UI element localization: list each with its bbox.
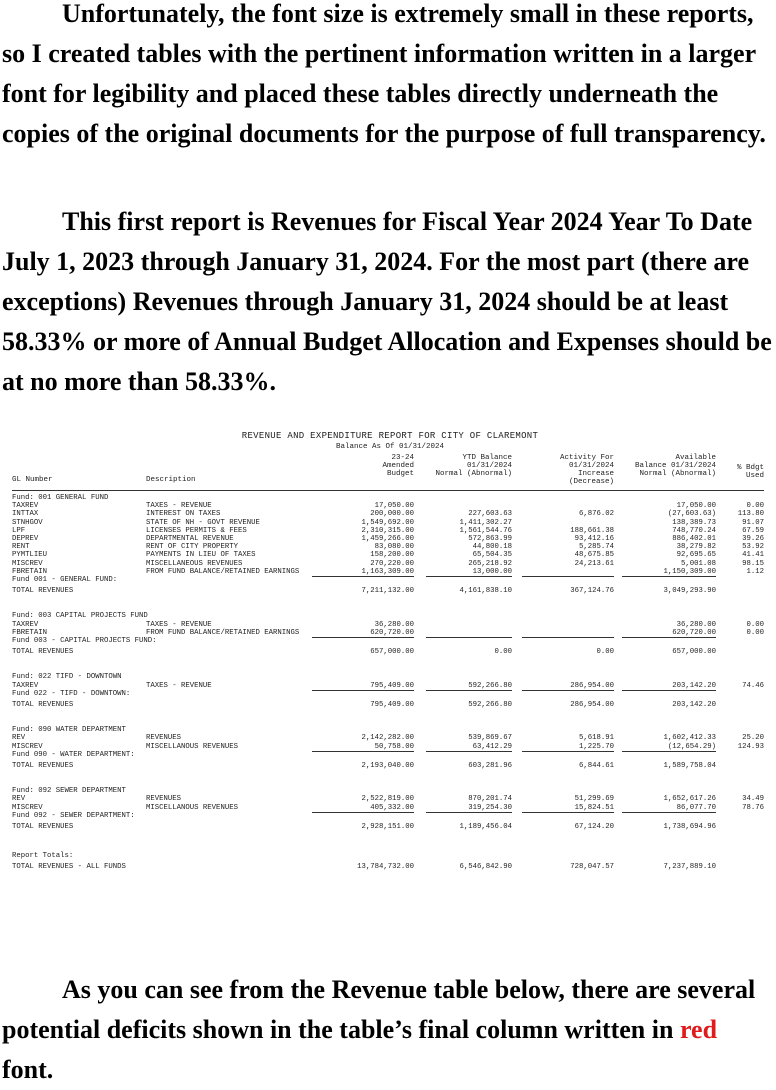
available-value: 5,001.08: [680, 559, 716, 568]
fund-subtotal-label: Fund 092 - SEWER DEPARTMENT:: [12, 811, 135, 820]
revenue-report-scan: [12, 428, 768, 908]
fiscal-year-paragraph: [2, 202, 774, 402]
pct-used-value: 41.41: [742, 551, 764, 560]
header-description: Description: [146, 476, 196, 484]
total-revenues-label: TOTAL REVENUES: [12, 823, 74, 831]
deficit-paragraph: [2, 970, 774, 1090]
activity-value: 15,824.51: [574, 803, 614, 812]
activity-value: 24,213.61: [574, 559, 614, 568]
report-totals-label: Report Totals:: [12, 852, 74, 861]
total-activity: 286,954.00: [570, 701, 614, 709]
total-ytd: 603,281.96: [468, 762, 512, 770]
total-revenues-label: TOTAL REVENUES: [12, 587, 74, 596]
available-value: 92,695.65: [676, 551, 716, 560]
fund-subtotal-label: Fund 003 - CAPITAL PROJECTS FUND:: [12, 637, 157, 645]
ytd-value: 265,218.92: [468, 559, 512, 568]
row-description: TAXES - REVENUE: [146, 620, 212, 629]
pct-used-value: 1.12: [746, 567, 764, 576]
budget-value: 50,758.00: [374, 742, 414, 751]
report-subtitle: Balance As Of 01/31/2024: [335, 443, 445, 451]
gl-code: REV: [12, 734, 26, 743]
deficit-text: As you can see from the Revenue table below, there are several potential deficits shown in the table’s final column written in: [2, 975, 756, 1044]
budget-value: 2,522,819.00: [361, 795, 414, 804]
pct-used-value: 124.93: [737, 742, 764, 751]
total-budget: 795,409.00: [370, 701, 414, 709]
total-available: 1,589,758.04: [663, 762, 716, 770]
row-description: MISCELLANEOUS REVENUES: [146, 559, 243, 568]
row-description: MISCELLANOUS REVENUES: [146, 742, 238, 751]
fund-subtotal-label: Fund 022 - TIFD - DOWNTOWN:: [12, 689, 131, 698]
report-title: REVENUE AND EXPENDITURE REPORT FOR CITY OF CLAREMONT: [241, 431, 539, 441]
ytd-value: 592,266.80: [468, 681, 512, 690]
rule-line: [622, 690, 716, 691]
total-ytd: 0.00: [494, 648, 512, 657]
budget-value: 620,720.00: [370, 628, 414, 637]
pct-used-value: 34.49: [742, 795, 764, 804]
row-description: FROM FUND BALANCE/RETAINED EARNINGS: [146, 567, 300, 576]
gl-code: PYMTLIEU: [12, 551, 48, 560]
ytd-value: 13,000.00: [472, 567, 512, 576]
fund-subtotal-label: Fund 090 - WATER DEPARTMENT:: [12, 750, 135, 759]
pct-used-value: 67.59: [742, 526, 764, 535]
budget-value: 36,280.00: [374, 620, 414, 629]
rule-line: [312, 637, 414, 638]
ytd-value: 319,254.30: [468, 803, 512, 812]
rule-line: [12, 490, 764, 491]
row-description: REVENUES: [146, 795, 182, 804]
available-value: 203,142.20: [672, 681, 716, 690]
total-revenues-label: TOTAL REVENUES: [12, 648, 74, 657]
available-value: 138,389.73: [672, 518, 716, 527]
red-word: red: [679, 1015, 718, 1044]
total-available: 1,738,694.96: [663, 823, 716, 831]
row-description: PAYMENTS IN LIEU OF TAXES: [146, 551, 256, 560]
grand-total-label: TOTAL REVENUES - ALL FUNDS: [12, 863, 126, 872]
rule-line: [312, 576, 414, 577]
available-value: 886,402.01: [672, 535, 716, 543]
budget-value: 795,409.00: [370, 681, 414, 690]
ytd-value: 65,504.35: [472, 551, 512, 560]
fund-heading: Fund: 003 CAPITAL PROJECTS FUND: [12, 612, 148, 621]
header-gl-number: GL Number: [12, 476, 53, 484]
fund-heading: Fund: 022 TIFD - DOWNTOWN: [12, 673, 122, 682]
rule-line: [426, 751, 512, 752]
available-value: 1,602,412.33: [663, 734, 716, 743]
row-description: DEPARTMENTAL REVENUE: [146, 535, 234, 543]
total-available: 657,000.00: [672, 648, 716, 657]
rule-line: [426, 576, 512, 577]
fund-heading: Fund: 092 SEWER DEPARTMENT: [12, 787, 126, 796]
rule-line: [522, 690, 614, 691]
pct-used-value: 91.07: [742, 518, 764, 527]
rule-line: [622, 576, 716, 577]
row-description: LICENSES PERMITS & FEES: [146, 526, 247, 535]
grand-total-ytd: 6,546,842.90: [459, 863, 512, 872]
budget-value: 17,050.00: [374, 502, 414, 511]
total-activity: 6,844.61: [578, 762, 614, 770]
ytd-value: 870,201.74: [468, 795, 512, 804]
total-budget: 7,211,132.00: [361, 587, 414, 596]
gl-code: MISCREV: [12, 559, 43, 568]
pct-used-value: 0.00: [746, 502, 764, 511]
total-activity: 67,124.20: [574, 823, 614, 831]
fund-subtotal-label: Fund 001 - GENERAL FUND:: [12, 576, 118, 584]
budget-value: 1,459,266.00: [361, 535, 414, 543]
deficit-text-end: font.: [2, 1055, 54, 1084]
budget-value: 1,549,692.00: [361, 518, 414, 527]
gl-code: MISCREV: [12, 803, 43, 812]
total-ytd: 592,266.80: [468, 701, 512, 709]
available-value: 86,077.70: [676, 803, 716, 812]
row-description: INTEREST ON TAXES: [146, 510, 221, 519]
available-value: 38,279.82: [676, 543, 716, 552]
rule-line: [426, 637, 512, 638]
pct-used-value: 53.92: [742, 543, 764, 552]
gl-code: DEPREV: [12, 535, 39, 543]
available-value: (27,603.63): [667, 510, 716, 519]
gl-code: STNHGOV: [12, 518, 43, 527]
rule-line: [522, 637, 614, 638]
grand-total-budget: 13,784,732.00: [357, 863, 414, 872]
budget-value: 1,163,309.00: [361, 567, 414, 576]
header-ytd: YTD Balance 01/31/2024 Normal (Abnormal): [435, 454, 512, 478]
activity-value: 286,954.00: [570, 681, 614, 690]
available-value: 1,652,617.26: [663, 795, 716, 804]
activity-value: 188,661.38: [570, 526, 614, 535]
rule-line: [622, 751, 716, 752]
total-budget: 2,193,040.00: [361, 762, 414, 770]
ytd-value: 227,603.63: [468, 510, 512, 519]
pct-used-value: 98.15: [742, 559, 764, 568]
gl-code: LPF: [12, 526, 26, 535]
available-value: 36,280.00: [676, 620, 716, 629]
row-description: TAXES - REVENUE: [146, 502, 212, 511]
fiscal-year-text: This first report is Revenues for Fiscal Year 2024 Year To Date July 1, 2023 through January 31, 2024. For the most part (there are exceptions) Revenues through January 31, 2024 should be at least 58.33% or more of Annual Budget Allocation and Expenses should be at no more than 58.33%.: [2, 207, 772, 396]
activity-value: 93,412.16: [574, 535, 614, 543]
total-ytd: 1,189,456.04: [459, 823, 512, 831]
activity-value: 48,675.85: [574, 551, 614, 560]
grand-total-activity: 728,047.57: [570, 863, 614, 872]
total-available: 3,049,293.90: [663, 587, 716, 596]
fund-heading: Fund: 001 GENERAL FUND: [12, 494, 109, 502]
total-revenues-label: TOTAL REVENUES: [12, 762, 74, 770]
rule-line: [522, 576, 614, 577]
intro-paragraph: [2, 0, 774, 154]
pct-used-value: 0.00: [746, 628, 764, 637]
total-revenues-label: TOTAL REVENUES: [12, 701, 74, 709]
ytd-value: 1,561,544.76: [459, 526, 512, 535]
total-activity: 0.00: [596, 648, 614, 657]
pct-used-value: 25.20: [742, 734, 764, 743]
header-pct-used: % Bdgt Used: [736, 464, 764, 480]
row-description: REVENUES: [146, 734, 182, 743]
row-description: RENT OF CITY PROPERTY: [146, 543, 238, 552]
gl-code: FBRETAIN: [12, 628, 48, 637]
gl-code: TAXREV: [12, 681, 39, 690]
budget-value: 2,142,282.00: [361, 734, 414, 743]
row-description: TAXES - REVENUE: [146, 681, 212, 690]
pct-used-value: 113.80: [737, 510, 764, 519]
available-value: (12,654.29): [667, 742, 716, 751]
rule-line: [622, 812, 716, 813]
activity-value: 5,285.74: [578, 543, 614, 552]
available-value: 748,770.24: [672, 526, 716, 535]
total-budget: 657,000.00: [370, 648, 414, 657]
ytd-value: 539,869.67: [468, 734, 512, 743]
available-value: 17,050.00: [676, 502, 716, 511]
pct-used-value: 0.00: [746, 620, 764, 629]
available-value: 1,150,309.00: [663, 567, 716, 576]
total-ytd: 4,161,838.10: [459, 587, 512, 596]
fund-heading: Fund: 090 WATER DEPARTMENT: [12, 726, 126, 735]
pct-used-value: 78.76: [742, 803, 764, 812]
rule-line: [622, 637, 716, 638]
grand-total-available: 7,237,889.10: [663, 863, 716, 872]
budget-value: 270,220.00: [370, 559, 414, 568]
rule-line: [426, 690, 512, 691]
ytd-value: 572,863.99: [468, 535, 512, 543]
rule-line: [522, 751, 614, 752]
row-description: FROM FUND BALANCE/RETAINED EARNINGS: [146, 628, 300, 637]
rule-line: [312, 751, 414, 752]
gl-code: TAXREV: [12, 502, 39, 511]
gl-code: MISCREV: [12, 742, 43, 751]
ytd-value: 44,800.18: [472, 543, 512, 552]
total-activity: 367,124.76: [570, 587, 614, 596]
gl-code: RENT: [12, 543, 30, 552]
budget-value: 405,332.00: [370, 803, 414, 812]
gl-code: REV: [12, 795, 26, 804]
activity-value: 6,876.02: [578, 510, 614, 519]
row-description: STATE OF NH - GOVT REVENUE: [146, 518, 260, 527]
activity-value: 51,299.69: [574, 795, 614, 804]
activity-value: 1,225.70: [578, 742, 614, 751]
gl-code: INTTAX: [12, 510, 39, 519]
available-value: 620,720.00: [672, 628, 716, 637]
ytd-value: 1,411,302.27: [459, 518, 512, 527]
rule-line: [426, 812, 512, 813]
budget-value: 83,080.00: [374, 543, 414, 552]
header-available: Available Balance 01/31/2024 Normal (Abnormal): [634, 454, 716, 478]
budget-value: 200,000.00: [370, 510, 414, 519]
header-budget: 23-24 Amended Budget: [382, 454, 414, 478]
total-available: 203,142.20: [672, 701, 716, 709]
rule-line: [312, 812, 414, 813]
gl-code: FBRETAIN: [12, 567, 48, 576]
pct-used-value: 39.26: [742, 535, 764, 543]
pct-used-value: 74.46: [742, 681, 764, 690]
gl-code: TAXREV: [12, 620, 39, 629]
ytd-value: 63,412.29: [472, 742, 512, 751]
budget-value: 158,200.00: [370, 551, 414, 560]
budget-value: 2,310,315.00: [361, 526, 414, 535]
header-activity: Activity For 01/31/2024 Increase (Decrease): [559, 454, 614, 486]
rule-line: [312, 690, 414, 691]
total-budget: 2,928,151.00: [361, 823, 414, 831]
intro-text: Unfortunately, the font size is extremely small in these reports, so I created tables with the pertinent information written in a larger font for legibility and placed these tables directly underneath the copies of the original documents for the purpose of full transparency.: [2, 0, 766, 148]
activity-value: 5,618.91: [578, 734, 614, 743]
rule-line: [522, 812, 614, 813]
row-description: MISCELLANOUS REVENUES: [146, 803, 238, 812]
